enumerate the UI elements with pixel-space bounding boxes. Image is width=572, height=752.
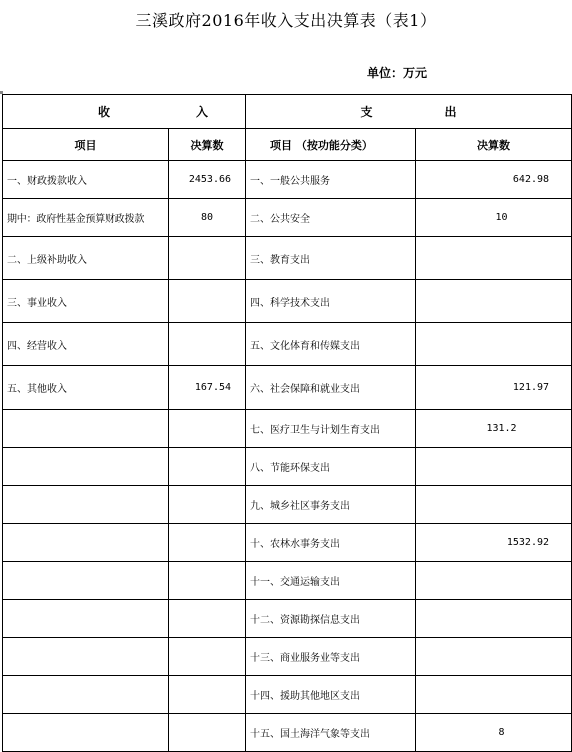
income-amount-cell [169, 410, 246, 448]
table-row [3, 366, 572, 410]
income-amount-cell: 2453.66 [169, 161, 246, 199]
table-row [3, 161, 572, 199]
expense-amount-cell: 1532.92 [416, 524, 572, 562]
expense-item-cell: 十、农林水事务支出 [246, 524, 416, 562]
expense-amount-cell: 10 [416, 199, 572, 237]
income-item-cell [3, 676, 169, 714]
table-row [3, 323, 572, 366]
expense-item-cell: 十三、商业服务业等支出 [246, 638, 416, 676]
expense-item-cell: 十五、国土海洋气象等支出 [246, 714, 416, 752]
expense-item-cell: 五、文化体育和传媒支出 [246, 323, 416, 366]
table-row [3, 600, 572, 638]
income-amount-cell [169, 280, 246, 323]
expense-section-header [246, 95, 572, 129]
page-title: 三溪政府2016年收入支出决算表（表1） [135, 11, 437, 30]
income-amount-header: 决算数 [169, 129, 246, 161]
expense-amount-cell [416, 323, 572, 366]
expense-item-cell: 四、科学技术支出 [246, 280, 416, 323]
budget-table [2, 94, 572, 752]
income-item-header: 项目 [3, 129, 169, 161]
income-item-cell: 三、事业收入 [3, 280, 169, 323]
income-item-cell [3, 448, 169, 486]
expense-item-cell: 三、教育支出 [246, 237, 416, 280]
income-amount-cell [169, 600, 246, 638]
table-row [3, 410, 572, 448]
expense-item-cell: 九、城乡社区事务支出 [246, 486, 416, 524]
expense-amount-cell [416, 676, 572, 714]
income-item-cell [3, 486, 169, 524]
income-amount-cell [169, 638, 246, 676]
expense-amount-cell [416, 280, 572, 323]
expense-amount-cell: 8 [416, 714, 572, 752]
table-row [3, 486, 572, 524]
expense-item-cell: 六、社会保障和就业支出 [246, 366, 416, 410]
expense-item-cell: 八、节能环保支出 [246, 448, 416, 486]
expense-amount-cell: 131.2 [416, 410, 572, 448]
table-row [3, 524, 572, 562]
income-item-cell [3, 600, 169, 638]
expense-amount-cell [416, 562, 572, 600]
income-amount-cell: 167.54 [169, 366, 246, 410]
unit-label: 单位：万元 [367, 66, 428, 80]
column-header-row [3, 129, 572, 161]
expense-item-cell: 七、医疗卫生与计划生育支出 [246, 410, 416, 448]
expense-item-header: 项目 （按功能分类） [246, 129, 416, 161]
table-row [3, 280, 572, 323]
income-amount-cell [169, 237, 246, 280]
table-row [3, 237, 572, 280]
expense-item-cell: 二、公共安全 [246, 199, 416, 237]
income-amount-cell: 80 [169, 199, 246, 237]
income-item-cell [3, 638, 169, 676]
section-header-row [3, 95, 572, 129]
income-item-cell: 五、其他收入 [3, 366, 169, 410]
income-item-cell [3, 524, 169, 562]
income-amount-cell [169, 486, 246, 524]
expense-section-char-2: 出 [444, 105, 457, 119]
expense-amount-cell [416, 486, 572, 524]
income-amount-cell [169, 323, 246, 366]
income-item-cell [3, 714, 169, 752]
expense-item-cell: 十四、援助其他地区支出 [246, 676, 416, 714]
table-row [3, 638, 572, 676]
expense-item-cell: 十二、资源勘探信息支出 [246, 600, 416, 638]
expense-section-char-1: 支 [360, 105, 373, 119]
income-section-char-1: 收 [98, 105, 111, 119]
income-item-cell: 四、经营收入 [3, 323, 169, 366]
table-row [3, 199, 572, 237]
expense-amount-cell: 642.98 [416, 161, 572, 199]
income-amount-cell [169, 676, 246, 714]
income-item-cell: 期中：政府性基金预算财政拨款 [3, 199, 169, 237]
expense-amount-cell [416, 638, 572, 676]
income-section-char-2: 入 [196, 105, 209, 119]
income-section-header [3, 95, 246, 129]
expense-amount-cell [416, 600, 572, 638]
income-item-cell: 二、上级补助收入 [3, 237, 169, 280]
expense-item-cell: 十一、交通运输支出 [246, 562, 416, 600]
income-amount-cell [169, 448, 246, 486]
table-row [3, 714, 572, 752]
table-row [3, 448, 572, 486]
income-item-cell [3, 562, 169, 600]
income-item-cell [3, 410, 169, 448]
expense-amount-header: 决算数 [416, 129, 572, 161]
table-row [3, 676, 572, 714]
income-amount-cell [169, 524, 246, 562]
expense-amount-cell [416, 448, 572, 486]
expense-amount-cell: 121.97 [416, 366, 572, 410]
table-row [3, 562, 572, 600]
expense-item-cell: 一、一般公共服务 [246, 161, 416, 199]
income-amount-cell [169, 562, 246, 600]
income-item-cell: 一、财政拨款收入 [3, 161, 169, 199]
income-amount-cell [169, 714, 246, 752]
expense-amount-cell [416, 237, 572, 280]
